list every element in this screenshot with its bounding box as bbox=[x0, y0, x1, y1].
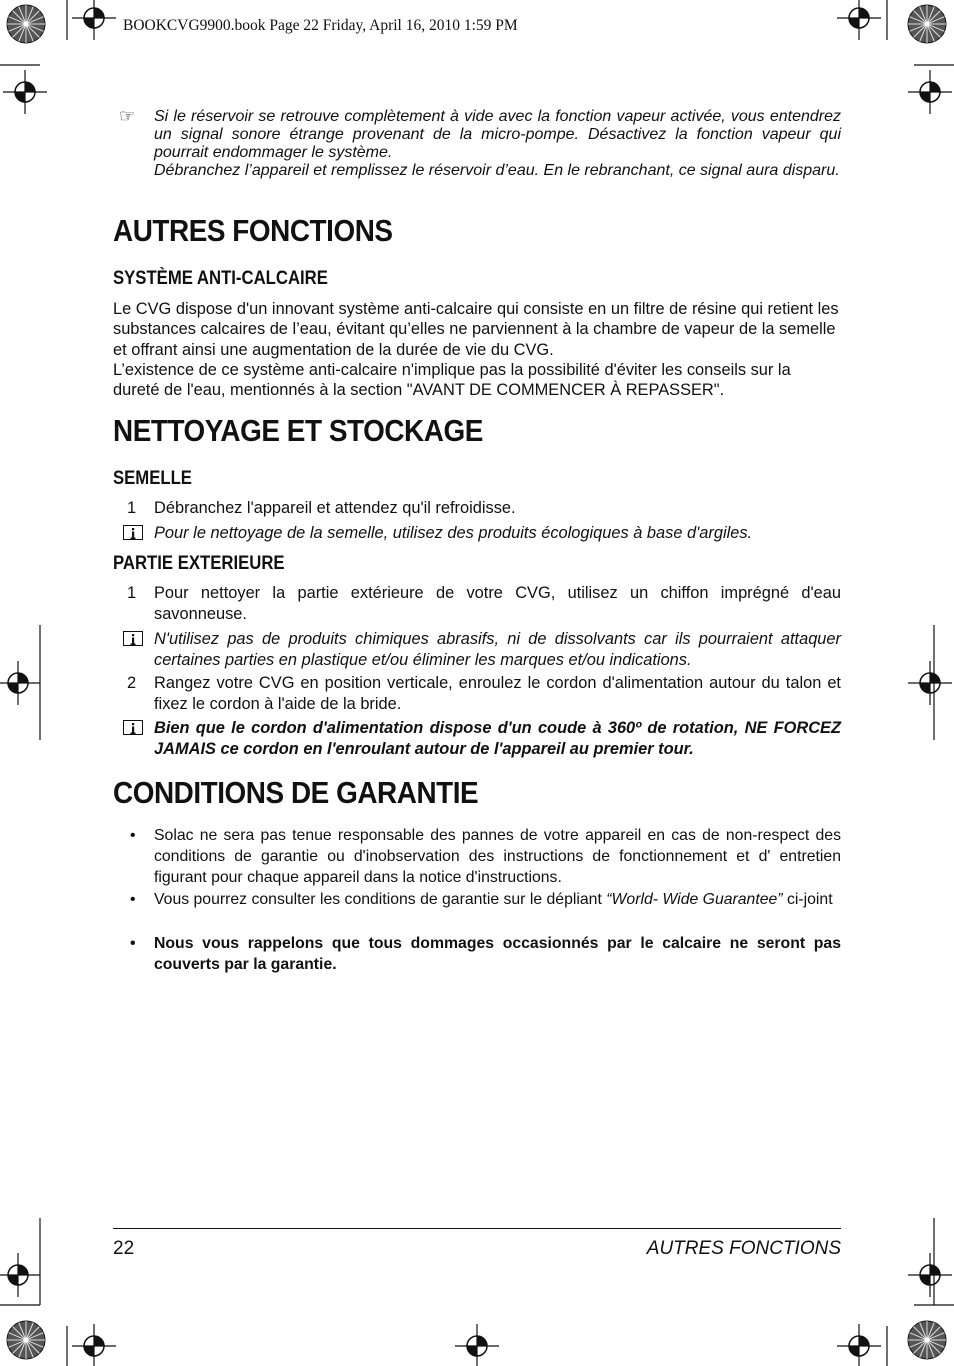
bullet-text: Nous vous rappelons que tous dommages occasionnés par le calcaire ne seront pas couverts par la garantie. bbox=[154, 935, 841, 973]
body-paragraph: L’existence de ce système anti-calcaire n'implique pas la possibilité d'éviter les conseils sur la dureté de l'eau, mentionnés à la section "AVANT DE COMMENCER À REPASSER". bbox=[113, 360, 791, 400]
info-icon bbox=[123, 525, 143, 540]
info-icon bbox=[123, 631, 143, 646]
step-number: 1 bbox=[127, 584, 137, 602]
page-number: 22 bbox=[113, 1238, 135, 1259]
bullet-text bbox=[154, 889, 841, 910]
bullet-item bbox=[113, 889, 841, 910]
step-item bbox=[113, 673, 841, 714]
bullet-mark: • bbox=[130, 891, 136, 908]
subsection-title-semelle: SEMELLE bbox=[113, 468, 192, 489]
step-number: 2 bbox=[127, 674, 137, 692]
leaflet-title: “World- Wide Guarantee” bbox=[606, 891, 783, 908]
info-text: Pour le nettoyage de la semelle, utilisez des produits écologiques à base d'argiles. bbox=[154, 524, 753, 542]
anti-calcaire-body bbox=[113, 299, 841, 400]
step-text: Pour nettoyer la partie extérieure de votre CVG, utilisez un chiffon imprégné d'eau savonneuse. bbox=[154, 584, 841, 623]
section-title-garantie: CONDITIONS DE GARANTIE bbox=[113, 775, 479, 810]
info-note-warning bbox=[113, 718, 841, 759]
warning-note-text bbox=[154, 108, 841, 180]
bullet-item-important bbox=[113, 933, 841, 975]
pointing-hand-icon: ☞ bbox=[119, 106, 136, 126]
bullet-text: Solac ne sera pas tenue responsable des pannes de votre appareil en cas de non-respect des conditions de garantie ou d'inobservation des instructions de fonctionnement et d' entretien figurant pour chaque appareil dans la notice d'instructions. bbox=[154, 827, 841, 886]
footer-rule bbox=[113, 1228, 841, 1229]
step-text: Rangez votre CVG en position verticale, enroulez le cordon d'alimentation autour du talon et fixez le cordon à l'aide de la bride. bbox=[154, 674, 841, 713]
bullet-item bbox=[113, 825, 841, 888]
footer-section-title: AUTRES FONCTIONS bbox=[646, 1238, 841, 1259]
step-text: Débranchez l'appareil et attendez qu'il refroidisse. bbox=[154, 499, 516, 517]
subsection-title-partie-exterieure: PARTIE EXTERIEURE bbox=[113, 553, 285, 574]
bullet-text-part: Vous pourrez consulter les conditions de garantie sur le dépliant bbox=[154, 891, 607, 908]
body-paragraph: Le CVG dispose d'un innovant système anti-calcaire qui consiste en un filtre de résine qui retient les substances calcaires de l’eau, évitant qu’elles ne parviennent à la chambre de vapeur de la semelle et offrant ainsi une augmentation de la durée de vie du CVG. bbox=[113, 300, 839, 359]
info-text: Bien que le cordon d'alimentation dispose d'un coude à 360º de rotation, NE FORCEZ JAMAIS ce cordon en l'enroulant autour de l'appareil au premier tour. bbox=[154, 719, 841, 758]
subsection-title-anti-calcaire: SYSTÈME ANTI-CALCAIRE bbox=[113, 268, 328, 289]
warning-paragraph: Débranchez l’appareil et remplissez le réservoir d’eau. En le rebranchant, ce signal aura disparu. bbox=[154, 162, 840, 179]
warning-note bbox=[113, 108, 841, 180]
step-number: 1 bbox=[127, 499, 137, 517]
info-note bbox=[113, 629, 841, 670]
bullet-text-part: ci-joint bbox=[782, 891, 833, 908]
book-header: BOOKCVG9900.book Page 22 Friday, April 16, 2010 1:59 PM bbox=[123, 17, 518, 34]
step-item bbox=[113, 583, 841, 624]
section-title-autres-fonctions: AUTRES FONCTIONS bbox=[113, 213, 393, 248]
bullet-mark: • bbox=[130, 827, 136, 844]
bullet-mark: • bbox=[130, 935, 136, 952]
warning-paragraph: Si le réservoir se retrouve complètement à vide avec la fonction vapeur activée, vous entendrez un signal sonore étrange provenant de la micro-pompe. Désactivez la fonction vapeur qui pourrait endommager le système. bbox=[154, 108, 841, 161]
info-icon bbox=[123, 720, 143, 735]
section-title-nettoyage: NETTOYAGE ET STOCKAGE bbox=[113, 413, 483, 448]
info-note bbox=[113, 523, 841, 544]
step-item bbox=[113, 498, 841, 519]
info-text: N'utilisez pas de produits chimiques abrasifs, ni de dissolvants car ils pourraient attaquer certaines parties en plastique et/ou éliminer les marques et/ou indications. bbox=[154, 630, 841, 669]
